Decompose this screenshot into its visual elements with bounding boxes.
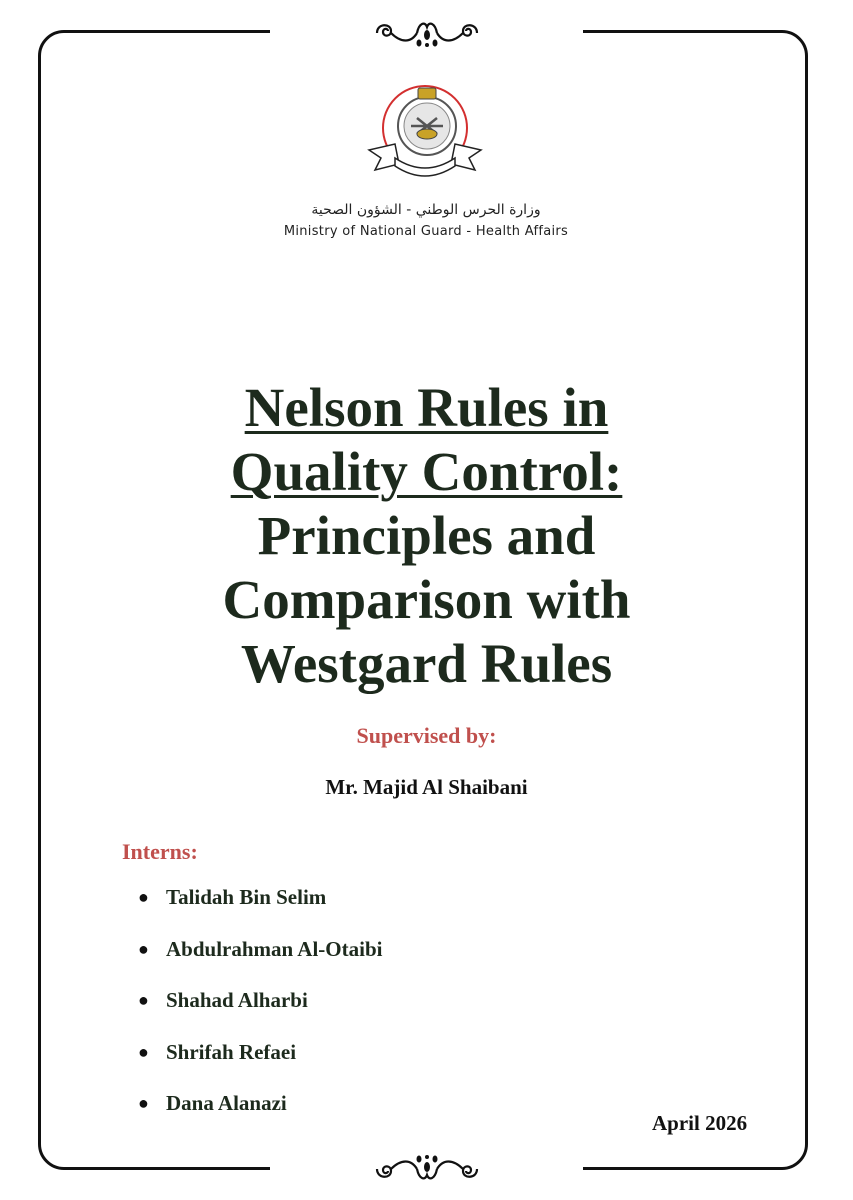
- bullet-icon: ●: [138, 887, 149, 907]
- title-line-1: Nelson Rules in: [244, 377, 609, 438]
- document-date: April 2026: [652, 1111, 748, 1135]
- document-title: [100, 376, 753, 696]
- title-line-2: Quality Control:: [230, 441, 623, 502]
- bottom-ornament-icon: [270, 1146, 583, 1192]
- intern-name: Talidah Bin Selim: [166, 885, 327, 909]
- ministry-emblem-logo-icon: [355, 78, 495, 193]
- title-line-5: Westgard Rules: [240, 633, 613, 694]
- intern-name: Shrifah Refaei: [166, 1039, 297, 1064]
- intern-name: Shahad Alharbi: [166, 988, 308, 1012]
- list-item: [138, 1091, 382, 1143]
- ministry-name-arabic: وزارة الحرس الوطني - الشؤون الصحية: [311, 202, 541, 218]
- bullet-icon: ●: [138, 990, 149, 1010]
- intern-name: Dana Alanazi: [166, 1091, 287, 1115]
- intern-list: [138, 885, 382, 1143]
- supervisor-name: Mr. Majid Al Shaibani: [325, 775, 528, 799]
- list-item: [138, 1040, 382, 1092]
- ministry-name-english: Ministry of National Guard - Health Affairs: [283, 224, 569, 239]
- bullet-icon: ●: [138, 1093, 149, 1113]
- supervised-by-label: Supervised by:: [356, 723, 497, 748]
- top-ornament-icon: [270, 10, 583, 56]
- bullet-icon: ●: [138, 1041, 149, 1062]
- title-line-3: Principles and: [257, 505, 596, 566]
- list-item: [138, 885, 382, 937]
- list-item: [138, 937, 382, 989]
- interns-label: Interns:: [122, 839, 198, 864]
- list-item: [138, 988, 382, 1040]
- title-line-4: Comparison with: [222, 569, 631, 630]
- bullet-icon: ●: [138, 938, 149, 959]
- intern-name: Abdulrahman Al-Otaibi: [166, 936, 383, 961]
